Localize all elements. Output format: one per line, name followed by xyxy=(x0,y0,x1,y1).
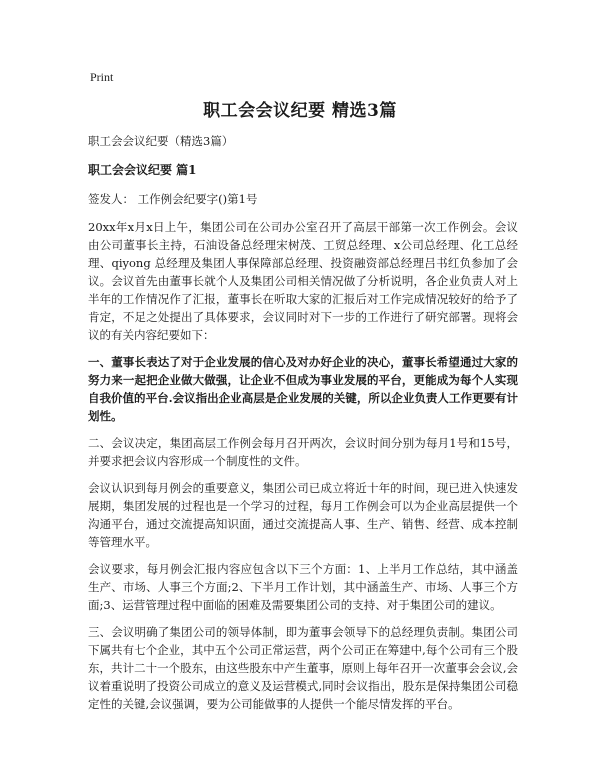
paragraph-item-three: 三、会议明确了集团公司的领导体制，即为董事会领导下的总经理负责制。集团公司下属共有七个企业，其中五个公司正常运营，两个公司正在筹建中,每个公司有三个股东，共计二十一个股东，由这些股东中产生董事，原则上每年召开一次董事会会议,会议着重说明了投资公司成立的意义及运营模式,同时会议指出，股东是保持集团公司稳定性的关键,会议强调，要为公司能做事的人提供一个能尽情发挥的平台。 xyxy=(88,625,518,711)
document-body xyxy=(88,132,518,722)
sender-line: 签发人： 工作例会纪要字()第1号 xyxy=(88,192,258,206)
section-heading: 职工会会议纪要 篇1 xyxy=(88,163,197,177)
paragraph-item-one: 一、董事长表达了对于企业发展的信心及对办好企业的决心，董事长希望通过大家的努力来一起把企业做大做强，让企业不但成为事业发展的平台，更能成为每个人实现自我价值的平台.会议指出企业高层是企业发展的关键，所以企业负责人工作更要有计划性。 xyxy=(88,355,518,423)
print-link[interactable]: Print xyxy=(90,70,114,84)
document-subtitle: 职工会会议纪要（精选3篇） xyxy=(88,134,234,148)
page-title: 职工会会议纪要 精选3篇 xyxy=(203,101,397,121)
paragraph-intro: 20xx年x月x日上午，集团公司在公司办公室召开了高层干部第一次工作例会。会议由公司董事长主持，石油设备总经理宋树茂、工贸总经理、x公司总经理、化工总经理、qiyong 总经理及集团人事保障部总经理、投资融资部总经理吕书红负参加了会议。会议首先由董事长就个人及集团公司相关情况做了分析说明，各企业负责人对上半年的工作情况作了汇报，董事长在听取大家的汇报后对工作完成情况较好的给予了肯定，不足之处提出了具体要求，会议同时对下一步的工作进行了研究部署。现将会议的有关内容纪要如下： xyxy=(88,220,518,342)
paragraph-monthly-meeting: 会议认识到每月例会的重要意义，集团公司已成立将近十年的时间，现已进入快速发展期，集团发展的过程也是一个学习的过程，每月工作例会可以为企业高层提供一个沟通平台，通过交流提高知识面，通过交流提高人事、生产、销售、经营、成本控制等管理水平。 xyxy=(88,481,518,549)
paragraph-item-two: 二、会议决定，集团高层工作例会每月召开两次，会议时间分别为每月1号和15号，并要求把会议内容形成一个制度性的文件。 xyxy=(88,436,518,468)
paragraph-report-requirements: 会议要求，每月例会汇报内容应包含以下三个方面：1、上半月工作总结，其中涵盖生产、市场、人事三个方面;2、下半月工作计划，其中涵盖生产、市场、人事三个方面;3、运营管理过程中面临的困难及需要集团公司的支持、对于集团公司的建议。 xyxy=(88,562,518,612)
